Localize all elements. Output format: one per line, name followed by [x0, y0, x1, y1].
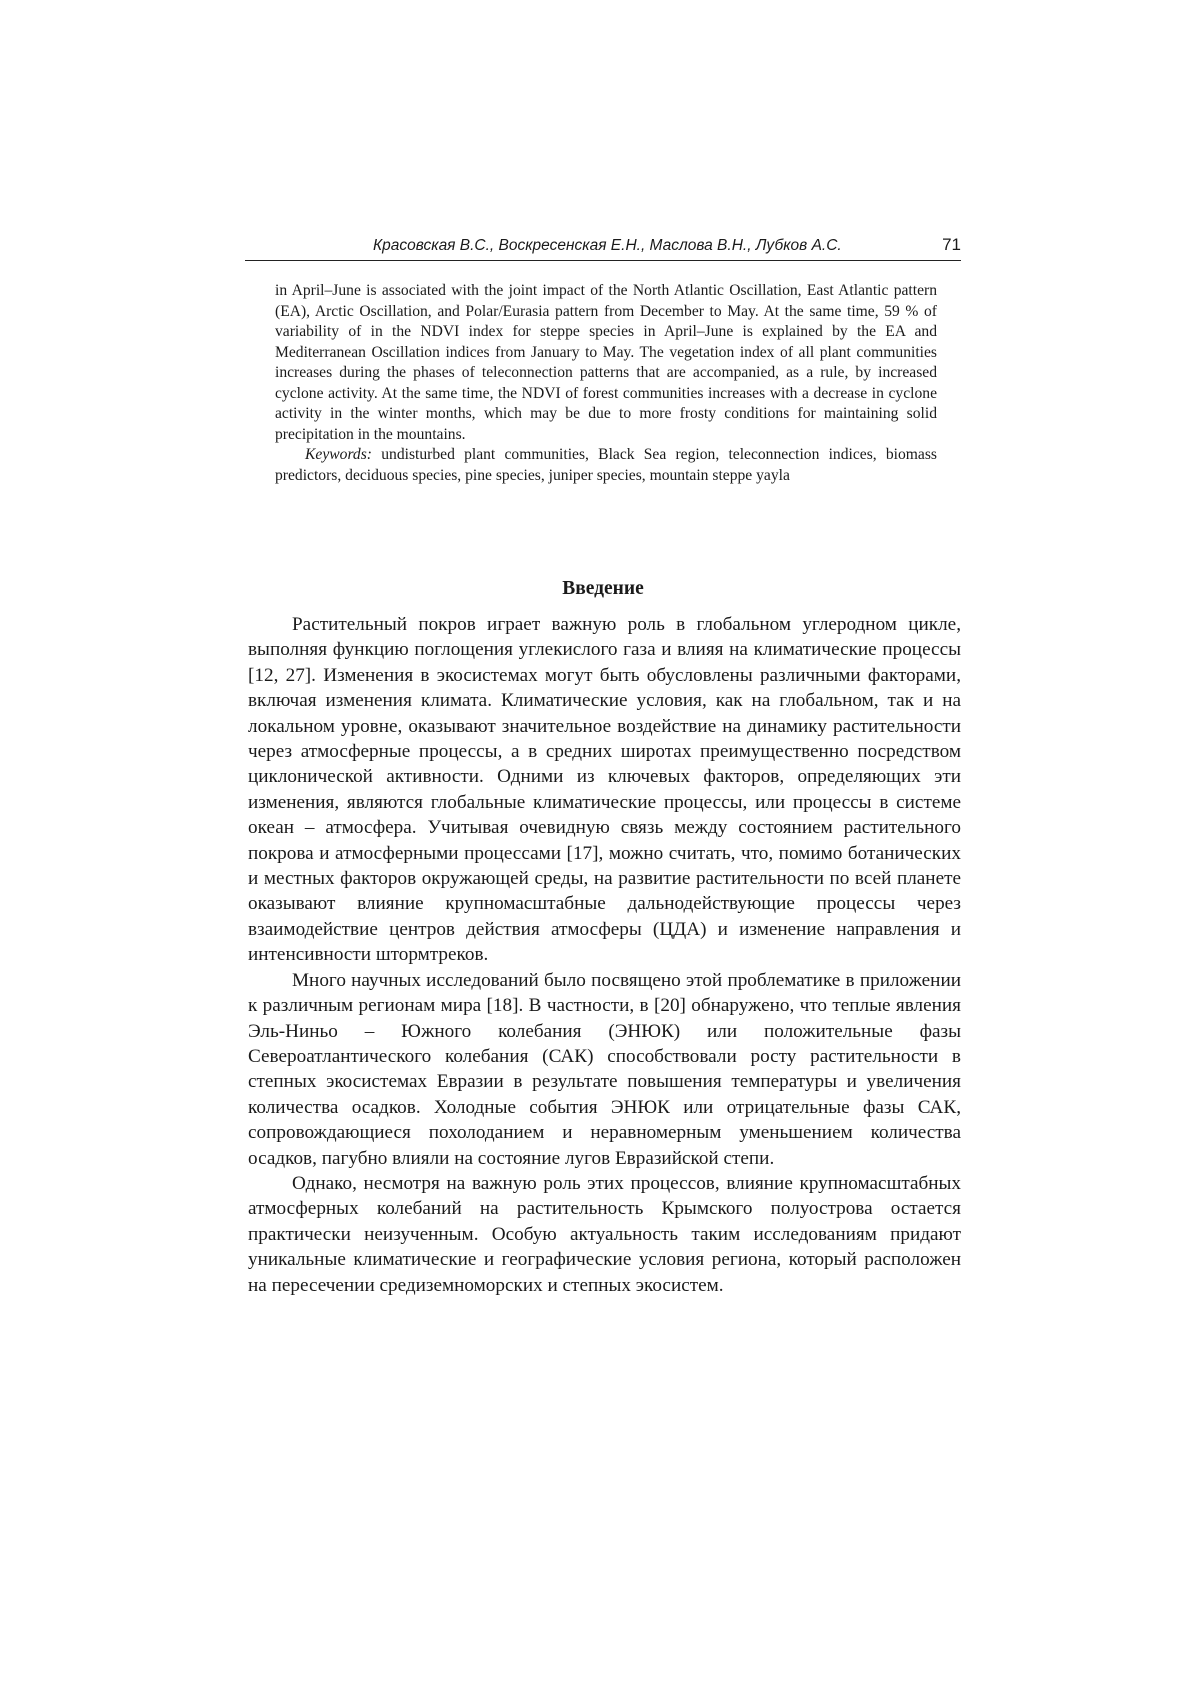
- abstract-text: in April–June is associated with the joint impact of the North Atlantic Oscillation, East Atlantic pattern (EA), Arctic Oscillation, and Polar/Eurasia pattern from December to May. At the same time, 59 % of variability of in the NDVI index for steppe species in April–June is explained by the EA and Mediterranean Oscillation indices from January to May. The vegetation index of all plant communities increases during the phases of teleconnection patterns that are accompanied, as a rule, by increased cyclone activity. At the same time, the NDVI of forest communities increases with a decrease in cyclone activity in the winter months, which may be due to more frosty conditions for maintaining solid precipitation in the mountains.: [275, 282, 937, 443]
- section-title-introduction: Введение: [562, 578, 644, 599]
- running-head: [245, 234, 961, 261]
- body-paragraph: Растительный покров играет важную роль в глобальном углеродном цикле, выполняя функцию поглощения углекислого газа и влияя на климатические процессы [12, 27]. Изменения в экосистемах могут быть обусловлены различными факторами, включая изменения климата. Климатические условия, как на глобальном, так и на локальном уровне, оказывают значительное воздействие на динамику растительности через атмосферные процессы, а в средних широтах преимущественно посредством циклонической активности. Одними из ключевых факторов, определяющих эти изменения, являются глобальные климатические процессы, или процессы в системе океан – атмосфера. Учитывая очевидную связь между состоянием растительного покрова и атмосферными процессами [17], можно считать, что, помимо ботанических и местных факторов окружающей среды, на развитие растительности по всей планете оказывают влияние крупномасштабные дальнодействующие процессы через взаимодействие центров действия атмосферы (ЦДА) и изменение направления и интенсивности штормтреков.: [248, 614, 961, 966]
- keywords-label: Keywords:: [305, 446, 372, 463]
- page-number: 71: [942, 235, 961, 254]
- introduction-body: [248, 612, 961, 1298]
- english-abstract: [275, 281, 937, 486]
- keywords-list: undisturbed plant communities, Black Sea region, teleconnection indices, biomass predictors, deciduous species, pine species, juniper species, mountain steppe yayla: [275, 446, 937, 484]
- keywords-paragraph: [275, 445, 937, 486]
- body-paragraph: Много научных исследований было посвящено этой проблематике в приложении к различным регионам мира [18]. В частности, в [20] обнаружено, что теплые явления Эль-Ниньо – Южного колебания (ЭНЮК) или положительные фазы Североатлантического колебания (САК) способствовали росту растительности в степных экосистемах Евразии в результате повышения температуры и увеличения количества осадков. Холодные события ЭНЮК или отрицательные фазы САК, сопровождающиеся похолоданием и неравномерным уменьшением количества осадков, пагубно влияли на состояние лугов Евразийской степи.: [248, 969, 961, 1169]
- running-head-authors: Красовская В.С., Воскресенская Е.Н., Маслова В.Н., Лубков А.С.: [373, 237, 842, 254]
- body-paragraph: Однако, несмотря на важную роль этих процессов, влияние крупномасштабных атмосферных колебаний на растительность Крымского полуострова остается практически неизученным. Особую актуальность таким исследованиям придают уникальные климатические и географические условия региона, который расположен на пересечении средиземноморских и степных экосистем.: [248, 1172, 961, 1296]
